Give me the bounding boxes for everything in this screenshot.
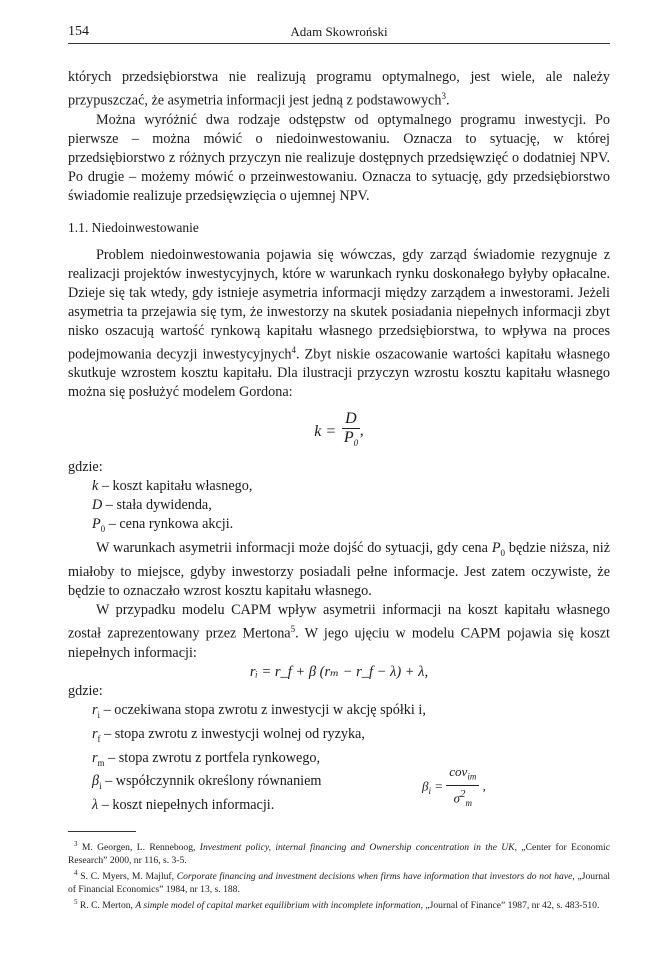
running-header	[68, 24, 610, 44]
definition-item: λ – koszt niepełnych informacji.	[92, 797, 275, 814]
capm-formula: rᵢ = r_f + β (rₘ − r_f − λ) + λ,	[249, 663, 429, 680]
footnote-number: 4	[74, 869, 78, 878]
gordon-formula: k = $\frac{D}{P_0}$ ,	[314, 410, 364, 449]
paragraph: W przypadku modelu CAPM wpływ asymetrii informacji na koszt kapitału własnego został zaprezentowany przez Mertona$^5$. W jego ujęciu w modelu CAPM pojawia się koszt niepełnych informacji:	[68, 602, 610, 661]
paragraph: W warunkach asymetrii informacji może dojść do sytuacji, gdy cena $P_0$ będzie niższa, niż miałoby to miejsce, gdyby inwestorzy posiadali pełne informacje. Jest zatem oczywiste, że będzie to oznaczało wzrost kosztu kapitału własnego.	[68, 540, 610, 600]
paragraph: których przedsiębiorstwa nie realizują programu optymalnego, jest wiele, ale należy przypuszczać, że asymetria informacji jest jedną z podstawowych$^3$.	[68, 69, 610, 109]
footnote: $^5$ R. C. Merton, A simple model of capital market equilibrium with incomplete information, „Journal of Finance” 1987, nr 42, s. 483-510.	[74, 898, 600, 912]
definition-item: $r_m$ – stopa zwrotu z portfela rynkowego,	[92, 749, 321, 768]
definition-item: D – stała dywidenda,	[92, 497, 212, 514]
definition-item: $P_0$ – cena rynkowa akcji.	[92, 516, 234, 535]
main-text	[68, 68, 610, 815]
definition-item: $r_f$ – stopa zwrotu z inwestycji wolnej od ryzyka,	[92, 725, 365, 744]
footnote-ref[interactable]: 4	[291, 344, 297, 355]
definitions-list	[92, 701, 610, 815]
definition-item: k – koszt kapitału własnego,	[92, 478, 253, 495]
footnotes	[68, 838, 610, 913]
footnote-number: 5	[74, 898, 78, 907]
page-number: 154	[68, 24, 89, 39]
beta-formula: $\beta_i$ = $\frac{cov_{im}}{\sigma^2_m}$ ,	[422, 764, 486, 808]
definitions-list	[92, 477, 610, 539]
definition-item: $r_i$ – oczekiwana stopa zwrotu z inwestycji w akcję spółki i,	[92, 701, 426, 720]
section-heading: 1.1. Niedoinwestowanie	[68, 219, 199, 235]
definition-item: $\beta_i$ – współczynnik określony równaniem $\beta_i$ = $\frac{cov_{im}}{\sigma^2_m}$ ,	[92, 772, 610, 796]
footnote-separator	[68, 831, 136, 832]
running-header-author: Adam Skowroński	[290, 24, 388, 39]
footnote-number: 3	[74, 840, 78, 848]
footnote: $^4$ S. C. Myers, M. Majluf, Corporate financing and investment decisions when firms have information that investors do not have, „Journal of Financial Economics” 1984, nr 13, s. 188.	[68, 869, 610, 896]
where-label: gdzie:	[68, 682, 103, 699]
footnote-ref[interactable]: 3	[441, 91, 446, 101]
paragraph: Problem niedoinwestowania pojawia się wówczas, gdy zarząd świadomie rezygnuje z realizacji projektów inwestycyjnych, które w warunkach rynku doskonałego byłyby opłacalne. Dzieje się tak wtedy, gdy istnieje asymetria informacji między zarządem a inwestorami. Jeżeli asymetria ta przejawia się tym, że inwestorzy na skutek posiadania niepełnych informacji zbyt nisko oszacują wartość rynkową kapitału własnego przedsiębiorstwa, to wpływa na proces podejmowania decyzji inwestycyjnych$^4$. Zbyt niskie oszacowanie wartości kapitału własnego skutkuje wzrostem kosztu kapitału. Dla ilustracji przyczyn wzrostu kosztu kapitału własnego można się posłużyć modelem Gordona:	[68, 246, 610, 401]
paragraph: Można wyróżnić dwa rodzaje odstępstw od optymalnego programu inwestycji. Po pierwsze – można mówić o niedoinwestowaniu. Oznacza to sytuację, w której przedsiębiorstwo z różnych przyczyn nie realizuje dostępnych przedsięwzięć o dodatniej NPV. Po drugie – możemy mówić o przeinwestowaniu. Oznacza to sytuację, gdy przedsiębiorstwo świadomie realizuje przedsięwzięcia o ujemnej NPV.	[68, 111, 610, 204]
footnote: $^3$ M. Georgen, L. Renneboog, Investment policy, internal financing and Ownership concentration in the UK, „Center for Economic Research” 2000, nr 116, s. 3-5.	[68, 840, 610, 867]
footnote-ref[interactable]: 5	[290, 624, 296, 635]
where-label: gdzie:	[68, 459, 103, 476]
